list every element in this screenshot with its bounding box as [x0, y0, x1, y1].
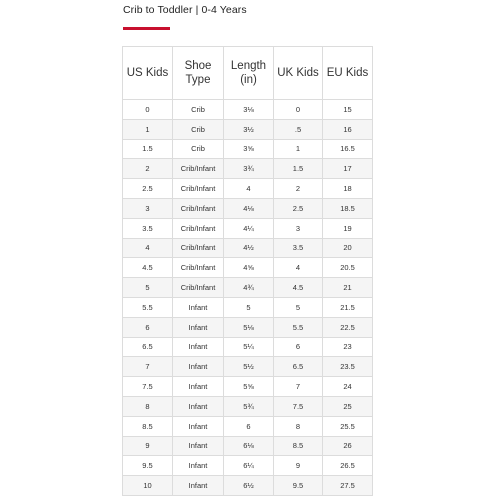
length-cell: 5¾	[224, 396, 274, 416]
us-kids-cell: 7.5	[123, 377, 173, 397]
page-title: Crib to Toddler | 0-4 Years	[123, 4, 247, 16]
us-kids-cell: 8.5	[123, 416, 173, 436]
shoe-type-cell: Crib	[173, 139, 224, 159]
length-cell: 4¾	[224, 278, 274, 298]
shoe-type-cell: Crib/Infant	[173, 179, 224, 199]
shoe-type-cell: Infant	[173, 297, 224, 317]
length-cell: 6	[224, 416, 274, 436]
table-row	[123, 100, 373, 120]
shoe-type-cell: Crib/Infant	[173, 198, 224, 218]
shoe-type-cell: Crib	[173, 119, 224, 139]
column-header-text: Type	[185, 74, 211, 86]
eu-kids-cell: 23	[323, 337, 373, 357]
uk-kids-cell: 4	[274, 258, 323, 278]
shoe-type-cell: Infant	[173, 416, 224, 436]
table-row	[123, 436, 373, 456]
shoe-type-cell: Crib/Infant	[173, 278, 224, 298]
eu-kids-cell: 15	[323, 100, 373, 120]
header-length	[224, 47, 274, 100]
size-chart-table	[122, 46, 373, 496]
us-kids-cell: 6.5	[123, 337, 173, 357]
uk-kids-cell: 6	[274, 337, 323, 357]
length-cell: 4⅛	[224, 198, 274, 218]
length-cell: 4½	[224, 238, 274, 258]
length-cell: 4¼	[224, 218, 274, 238]
eu-kids-cell: 16	[323, 119, 373, 139]
shoe-type-cell: Crib/Infant	[173, 218, 224, 238]
length-cell: 4⅝	[224, 258, 274, 278]
shoe-type-cell: Infant	[173, 396, 224, 416]
uk-kids-cell: 9	[274, 456, 323, 476]
length-cell: 3½	[224, 119, 274, 139]
us-kids-cell: 3.5	[123, 218, 173, 238]
uk-kids-cell: 3.5	[274, 238, 323, 258]
table-row	[123, 297, 373, 317]
eu-kids-cell: 27.5	[323, 476, 373, 496]
us-kids-cell: 1	[123, 119, 173, 139]
uk-kids-cell: .5	[274, 119, 323, 139]
shoe-type-cell: Crib	[173, 100, 224, 120]
length-cell: 6¼	[224, 456, 274, 476]
uk-kids-cell: 7.5	[274, 396, 323, 416]
length-cell: 5⅛	[224, 317, 274, 337]
eu-kids-cell: 26.5	[323, 456, 373, 476]
us-kids-cell: 2.5	[123, 179, 173, 199]
shoe-type-cell: Infant	[173, 357, 224, 377]
shoe-type-cell: Infant	[173, 436, 224, 456]
us-kids-cell: 5	[123, 278, 173, 298]
eu-kids-cell: 17	[323, 159, 373, 179]
us-kids-cell: 1.5	[123, 139, 173, 159]
length-cell: 5½	[224, 357, 274, 377]
table-row	[123, 258, 373, 278]
length-cell: 5	[224, 297, 274, 317]
column-header-text: US Kids	[126, 67, 169, 79]
eu-kids-cell: 21	[323, 278, 373, 298]
column-header-text: Shoe	[184, 60, 212, 72]
shoe-type-cell: Crib/Infant	[173, 258, 224, 278]
table-row	[123, 238, 373, 258]
uk-kids-cell: 4.5	[274, 278, 323, 298]
us-kids-cell: 9	[123, 436, 173, 456]
uk-kids-cell: 3	[274, 218, 323, 238]
uk-kids-cell: 7	[274, 377, 323, 397]
eu-kids-cell: 26	[323, 436, 373, 456]
uk-kids-cell: 9.5	[274, 476, 323, 496]
eu-kids-cell: 22.5	[323, 317, 373, 337]
shoe-type-cell: Infant	[173, 476, 224, 496]
table-row	[123, 337, 373, 357]
header-uk-kids	[274, 47, 323, 100]
shoe-type-cell: Crib/Infant	[173, 238, 224, 258]
eu-kids-cell: 16.5	[323, 139, 373, 159]
shoe-type-cell: Infant	[173, 456, 224, 476]
table-row	[123, 377, 373, 397]
uk-kids-cell: 5	[274, 297, 323, 317]
us-kids-cell: 6	[123, 317, 173, 337]
us-kids-cell: 8	[123, 396, 173, 416]
table-row	[123, 317, 373, 337]
us-kids-cell: 7	[123, 357, 173, 377]
table-row	[123, 139, 373, 159]
table-row	[123, 159, 373, 179]
eu-kids-cell: 20.5	[323, 258, 373, 278]
uk-kids-cell: 6.5	[274, 357, 323, 377]
eu-kids-cell: 25.5	[323, 416, 373, 436]
table-row	[123, 416, 373, 436]
length-cell: 4	[224, 179, 274, 199]
uk-kids-cell: 1	[274, 139, 323, 159]
table-row	[123, 198, 373, 218]
us-kids-cell: 3	[123, 198, 173, 218]
uk-kids-cell: 5.5	[274, 317, 323, 337]
us-kids-cell: 5.5	[123, 297, 173, 317]
table-row	[123, 179, 373, 199]
header-eu-kids	[323, 47, 373, 100]
us-kids-cell: 2	[123, 159, 173, 179]
shoe-type-cell: Infant	[173, 317, 224, 337]
table-row	[123, 278, 373, 298]
table-row	[123, 396, 373, 416]
eu-kids-cell: 18.5	[323, 198, 373, 218]
uk-kids-cell: 8.5	[274, 436, 323, 456]
table-row	[123, 119, 373, 139]
table-row	[123, 357, 373, 377]
length-cell: 3⅛	[224, 100, 274, 120]
uk-kids-cell: 2.5	[274, 198, 323, 218]
length-cell: 3¾	[224, 159, 274, 179]
shoe-type-cell: Infant	[173, 377, 224, 397]
eu-kids-cell: 21.5	[323, 297, 373, 317]
us-kids-cell: 4.5	[123, 258, 173, 278]
us-kids-cell: 10	[123, 476, 173, 496]
uk-kids-cell: 0	[274, 100, 323, 120]
column-header-text: EU Kids	[326, 67, 369, 79]
us-kids-cell: 9.5	[123, 456, 173, 476]
length-cell: 3⅝	[224, 139, 274, 159]
header-shoe-type	[173, 47, 224, 100]
eu-kids-cell: 20	[323, 238, 373, 258]
title-underline	[123, 27, 170, 30]
us-kids-cell: 4	[123, 238, 173, 258]
column-header-text: (in)	[240, 74, 257, 86]
table-row	[123, 476, 373, 496]
column-header-text: UK Kids	[277, 67, 319, 79]
uk-kids-cell: 8	[274, 416, 323, 436]
column-header-text: Length	[230, 60, 267, 72]
shoe-type-cell: Infant	[173, 337, 224, 357]
us-kids-cell: 0	[123, 100, 173, 120]
eu-kids-cell: 23.5	[323, 357, 373, 377]
shoe-type-cell: Crib/Infant	[173, 159, 224, 179]
length-cell: 6½	[224, 476, 274, 496]
table-row	[123, 456, 373, 476]
eu-kids-cell: 18	[323, 179, 373, 199]
uk-kids-cell: 1.5	[274, 159, 323, 179]
header-us-kids	[123, 47, 173, 100]
length-cell: 6⅛	[224, 436, 274, 456]
length-cell: 5¼	[224, 337, 274, 357]
table-header-row	[123, 47, 373, 100]
uk-kids-cell: 2	[274, 179, 323, 199]
table-body	[123, 100, 373, 496]
eu-kids-cell: 24	[323, 377, 373, 397]
table-row	[123, 218, 373, 238]
eu-kids-cell: 19	[323, 218, 373, 238]
length-cell: 5⅝	[224, 377, 274, 397]
eu-kids-cell: 25	[323, 396, 373, 416]
